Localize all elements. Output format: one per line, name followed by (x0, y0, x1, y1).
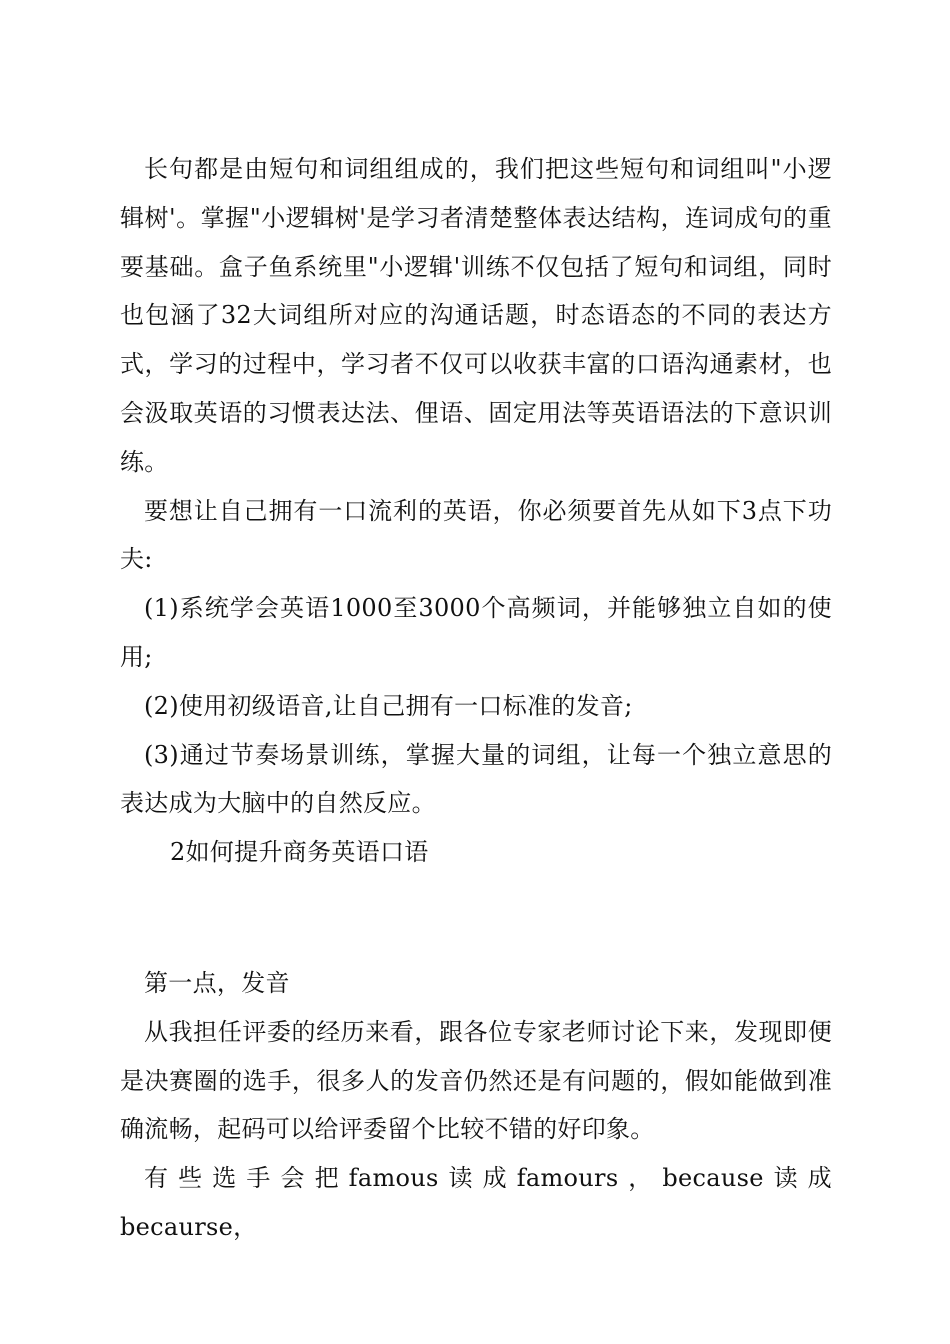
paragraph-mispronunciation-examples: 有些选手会把famous读成famours，because读成becaurse， (120, 1164, 832, 1241)
list-item-rhythm-training: (3)通过节奏场景训练，掌握大量的词组，让每一个独立意思的表达成为大脑中的自然反应。 (120, 740, 832, 818)
list-item-pronunciation: (2)使用初级语音,让自己拥有一口标准的发音; (144, 691, 633, 720)
document-body (120, 145, 832, 1252)
list-item-high-frequency-words: (1)系统学会英语1000至3000个高频词，并能够独立自如的使用; (120, 594, 832, 671)
point-one-title: 第一点，发音 (144, 968, 290, 997)
section-spacer (120, 877, 832, 959)
paragraph-logic-tree: 长句都是由短句和词组组成的，我们把这些短句和词组叫"小逻辑树'。掌握"小逻辑树'是学习者清楚整体表达结构，连词成句的重要基础。盒子鱼系统里"小逻辑'训练不仅包括了短句和词组，同时也包涵了32大词组所对应的沟通话题，时态语态的不同的表达方式，学习的过程中，学习者不仅可以收获丰富的口语沟通素材，也会汲取英语的习惯表达法、俚语、固定用法等英语语法的下意识训练。 (120, 155, 832, 476)
paragraph-three-points-intro: 要想让自己拥有一口流利的英语，你必须要首先从如下3点下功夫: (120, 496, 832, 574)
section-heading: 2如何提升商务英语口语 (170, 838, 429, 867)
paragraph-judge-experience: 从我担任评委的经历来看，跟各位专家老师讨论下来，发现即便是决赛圈的选手，很多人的发音仍然还是有问题的，假如能做到准确流畅，起码可以给评委留个比较不错的好印象。 (120, 1017, 832, 1144)
